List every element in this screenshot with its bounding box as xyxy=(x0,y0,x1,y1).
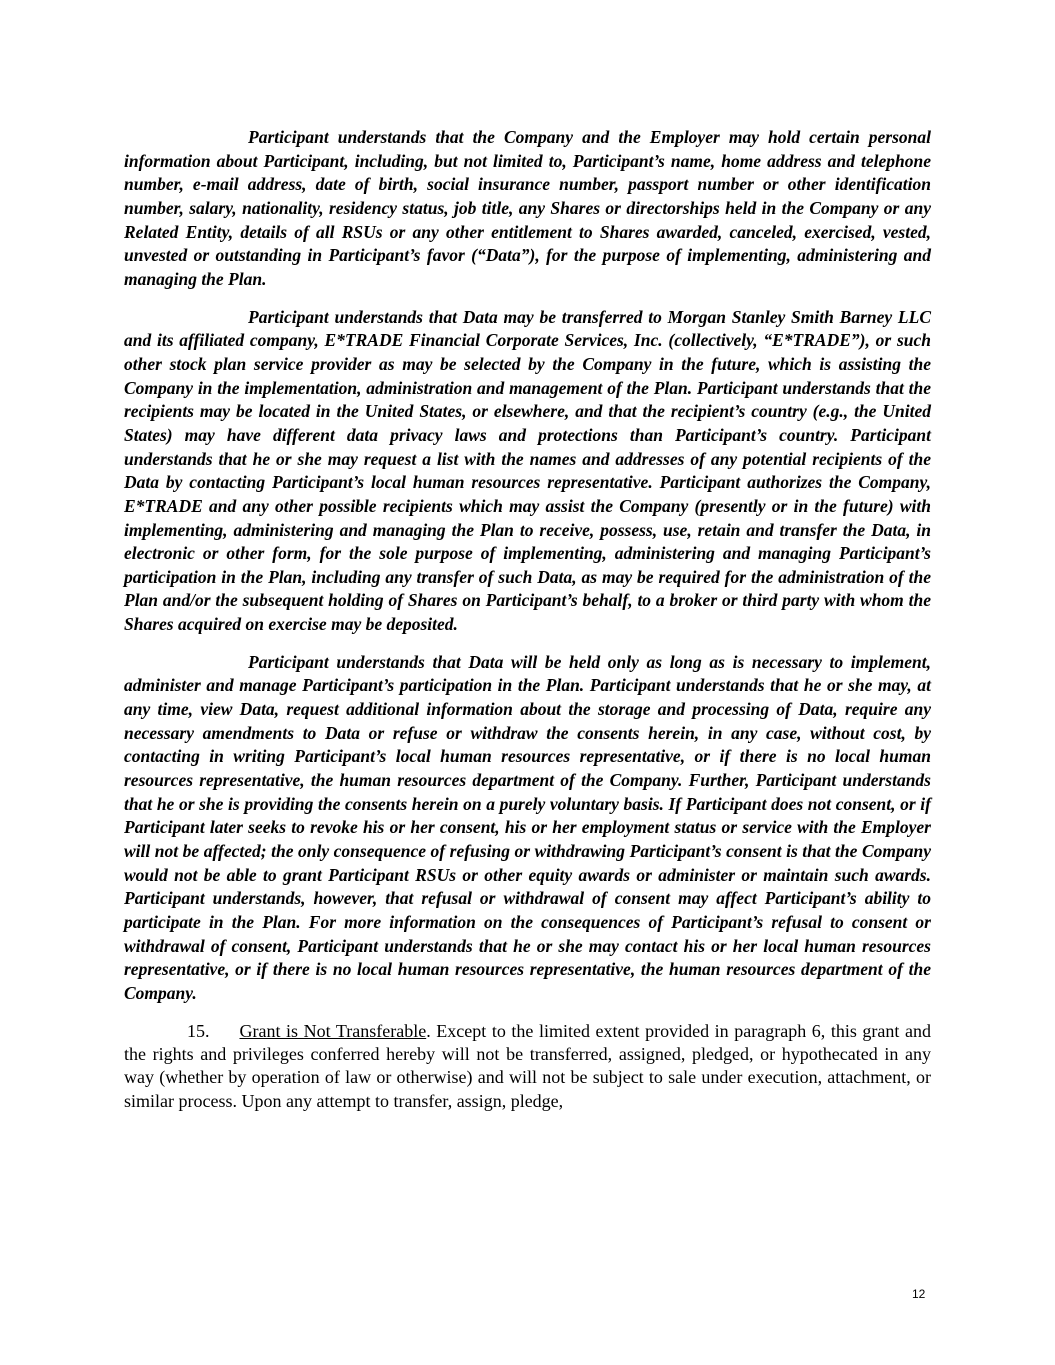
section-number: 15. xyxy=(187,1020,210,1041)
section-body-text: Except to the limited extent provided in paragraph 6, this grant and the rights and privileges conferred hereby will not be transferred, assigned, pledged, or hypothecated in any way (whether by operation of law or otherwise) and will not be subject to sale under execution, attachment, or similar process. Upon any attempt to transfer, assign, pledge, xyxy=(124,1020,931,1111)
document-body xyxy=(124,126,931,1113)
data-privacy-paragraph-3: Participant understands that Data will be held only as long as is necessary to implement, administer and manage Participant’s participation in the Plan. Participant understands that he or she may, at any time, view Data, request additional information about the storage and processing of Data, require any necessary amendments to Data or refuse or withdraw the consents herein, in any case, without cost, by contacting in writing Participant’s local human resources representative, or if there is no local human resources representative, the human resources department of the Company. Further, Participant understands that he or she is providing the consents herein on a purely voluntary basis. If Participant does not consent, or if Participant later seeks to revoke his or her consent, his or her employment status or service with the Employer will not be affected; the only consequence of refusing or withdrawing Participant’s consent is that the Company would not be able to grant Participant RSUs or other equity awards or administer or maintain such awards. Participant understands, however, that refusal or withdrawal of consent may affect Participant’s ability to participate in the Plan. For more information on the consequences of Participant’s refusal to consent or withdrawal of consent, Participant understands that he or she may contact his or her local human resources representative, or if there is no local human resources representative, the human resources department of the Company. xyxy=(124,651,931,1003)
section-15 xyxy=(124,1020,931,1114)
section-heading-period: . xyxy=(426,1020,431,1041)
page-number: 12 xyxy=(912,1287,926,1301)
section-heading: Grant is Not Transferable xyxy=(239,1020,427,1041)
data-privacy-paragraph-2: Participant understands that Data may be transferred to Morgan Stanley Smith Barney LLC and its affiliated company, E*TRADE Financial Corporate Services, Inc. (collectively, “E*TRADE”), or such other stock plan service provider as may be selected by the Company in the future, which is assisting the Company in the implementation, administration and management of the Plan. Participant understands that the recipients may be located in the United States, or elsewhere, and that the recipient’s country (e.g., the United States) may have different data privacy laws and protections than Participant’s country. Participant understands that he or she may request a list with the names and addresses of any potential recipients of the Data by contacting Participant’s local human resources representative. Participant authorizes the Company, E*TRADE and any other possible recipients which may assist the Company (presently or in the future) with implementing, administering and managing the Plan to receive, possess, use, retain and transfer the Data, in electronic or other form, for the sole purpose of implementing, administering and managing Participant’s participation in the Plan, including any transfer of such Data, as may be required for the administration of the Plan and/or the subsequent holding of Shares on Participant’s behalf, to a broker or third party with whom the Shares acquired on exercise may be deposited. xyxy=(124,306,931,635)
data-privacy-paragraph-1: Participant understands that the Company and the Employer may hold certain personal information about Participant, including, but not limited to, Participant’s name, home address and telephone number, e-mail address, date of birth, social insurance number, passport number or other identification number, salary, nationality, residency status, job title, any Shares or directorships held in the Company or any Related Entity, details of all RSUs or any other entitlement to Shares awarded, canceled, exercised, vested, unvested or outstanding in Participant’s favor (“Data”), for the purpose of implementing, administering and managing the Plan. xyxy=(124,127,931,289)
